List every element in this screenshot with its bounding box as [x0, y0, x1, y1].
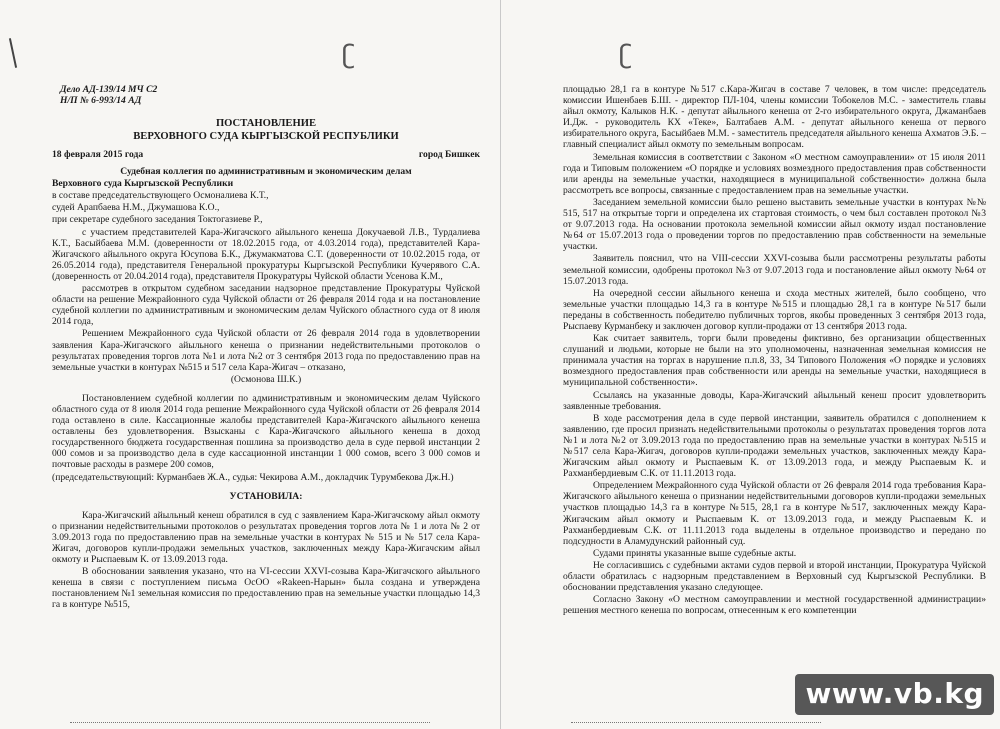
doc-subtitle: ВЕРХОВНОГО СУДА КЫРГЫЗСКОЙ РЕСПУБЛИКИ — [133, 130, 399, 142]
paragraph: Верховного суда Кыргызской Республики — [52, 178, 234, 190]
paragraph: при секретаре судебного заседания Токтогазиеве Р., — [52, 214, 263, 226]
right-paragraphs — [563, 84, 986, 616]
paragraph: Как считает заявитель, торги были проведены фиктивно, без организации общественных слушаний и людьми, которые не были на это уполномочены, назначенная земельная комиссия не принимала участия на торгах в нарушение п.п.8, 33, 34 Типового Положения «О порядке и условиях возмездного предоставления прав собственности или аренды на земельные участки, находящиеся в муниципальной собственности». — [563, 333, 986, 389]
paragraph: Судами приняты указанные выше судебные акты. — [593, 547, 797, 559]
paragraph: На очередной сессии айыльного кенеша и схода местных жителей, было сообщено, что земельные участки площадью 14,3 га в контуре №515 и площадью 28,1 га в контуре №517 были переданы в собственность победителю публичных торгов, якобы проведенных 3 сентября 2013 года, Рыспаеву Курманбеку и заключен договор купли-продажи от 13 сентября 2013 года. — [563, 287, 986, 332]
doc-date: 18 февраля 2015 года — [52, 149, 144, 160]
paragraph: Постановлением судебной коллегии по административным и экономическим делам Чуйского областного суда от 8 июля 2014 года решение Межрайонного суда Чуйской области от 26 февраля 2014 года оставлено в силе. Кассационные жалобы представителей Кара-Жигачского айыльного кенеша оставлены без удовлетворения. Взысканы с Кара-Жигачского айыльного кенеша в доход государственного бюджета государственная пошлина за производство дела в суде первой инстанции 2 000 сомов и за производство дела в суде кассационной инстанции 1 000 сомов, всего 3 000 сомов и почтовые расходы в размере 200 сомов, — [52, 392, 480, 471]
paragraph: (Осмонова Ш.К.) — [230, 373, 302, 385]
paragraph: (председательствующий: Курманбаев Ж.А., судья: Чекирова А.М., докладчик Турумбекова Дж.Н.) — [52, 471, 454, 483]
doc-city: город Бишкек — [418, 149, 480, 160]
paragraph: Согласно Закону «О местном самоуправлении и местной государственной администрации» решения местного кенеша по вопросам, отнесенным к его компетенции — [563, 594, 986, 617]
paragraph: Ссылаясь на указанные доводы, Кара-Жигачский айыльный кенеш просит удовлетворить заявленные требования. — [563, 389, 986, 412]
paragraph: Судебная коллегия по административным и экономическим делам — [120, 166, 412, 178]
paragraph: судей Арапбаева Н.М., Джумашова К.О., — [52, 202, 220, 214]
right-column — [563, 84, 986, 617]
left-column — [52, 118, 480, 612]
signature-line — [571, 708, 821, 723]
paragraph: в составе председательствующего Осмоналиева К.Т., — [52, 190, 269, 202]
c-mark-icon: ʗ — [342, 40, 356, 70]
margin-stroke-icon — [9, 38, 17, 68]
paragraph: Не согласившись с судебными актами судов первой и второй инстанции, Прокуратура Чуйской области обратилась с надзорным представлением в Верховный суд Кыргызской Республики. В обосновании представления указано следующее. — [563, 559, 986, 594]
paragraph: рассмотрев в открытом судебном заседании надзорное представление Прокуратуры Чуйской области на решение Межрайонного суда Чуйской области от 26 февраля 2014 года и на постановление судебной коллегии по административным и экономическим делам Чуйского областного суда от 8 июля 2014 года, — [52, 283, 480, 328]
spacer — [52, 484, 480, 490]
paragraph: В ходе рассмотрения дела в суде первой инстанции, заявитель обратился с дополнением к заявлению, где просил признать недействительными протоколы о результатах проведения торгов лота №1 и лота №2 от 3.09.2013 года по предоставлению прав на земельные участки в контурах №515 и №517 села Кара-Жигач, договоров купли-продажи земельных участков, заключенных между Кара-Жигачским айыл окмоту и Рыспаевым К. от 13.09.2013 года, и между Рыспаевым К. и Рахманбердиевым С.К. от 11.11.2013 года. — [563, 412, 986, 480]
paragraph: с участием представителей Кара-Жигачского айыльного кенеша Докучаевой Л.В., Турдалиева К.Т., Басыйбаева М.М. (доверенности от 18.02.2015 года, от 4.03.2014 года), представителей Кара-Жигачского айыльного округа Юсупова Б.К., Джумакматова С.Т. (доверенности от 10.02.2015 года, от 26.05.2014 года), представителя Генеральной прокуратуры Кыргызской Республики Кучерявого С.А. (доверенность от 20.04.2014 года), представителя Прокуратуры Чуйской области Усенова К.М., — [52, 226, 480, 282]
paragraph: Заявитель пояснил, что на VIII-сессии XXVI-созыва были рассмотрены результаты работы земельной комиссии, одобрены протокол №3 от 9.07.2013 года и постановление айыл окмоту №64 от 15.07.2013 года. — [563, 253, 986, 287]
signature-line — [70, 708, 430, 723]
c-mark-icon: ʗ — [619, 40, 633, 70]
spacer — [52, 503, 480, 509]
case-number: Дело АД-139/14 МЧ С2 — [60, 84, 158, 95]
left-paragraphs — [52, 166, 480, 610]
paragraph: Решением Межрайонного суда Чуйской области от 26 февраля 2014 года в удовлетворении заявления Кара-Жигачского айыльного кенеша о признании недействительными протоколов о результатах проведения торгов лота №1 и лота №2 от 3 сентября 2013 года по предоставлению прав на земельные участки в контурах №515 и 517 села Кара-Жигач – отказано, — [52, 328, 480, 373]
right-page — [500, 0, 1000, 729]
paragraph: Земельная комиссия в соответствии с Законом «О местном самоуправлении» от 15 июля 2011 года и Типовым положением «О порядке и условиях возмездного предоставления прав собственности или аренды на земельные участки, находящиеся в муниципальной собственности» должна была рассмотреть все вопросы, связанные с предоставлением прав на земельные участки. — [563, 151, 986, 196]
case-header — [60, 84, 157, 106]
paragraph: В обосновании заявления указано, что на VI-сессии XXVI-созыва Кара-Жигачского айыльного кенеша в связи с поступлением письма ОсОО «Rakeen-Нарын» была создана и утверждена постановлением №1 земельная комиссия по предоставлению прав на земельные участки площадью 14,3 га в контуре №515, — [52, 566, 480, 611]
np-number: Н/П № 6-993/14 АД — [60, 95, 142, 106]
paragraph: площадью 28,1 га в контуре №517 с.Кара-Жигач в составе 7 человек, в том числе: председатель комиссии Ишенбаев Б.Ш. - директор ПЛ-104, члены комиссии Тобокелов М.С. - заместитель главы айыл окмоту, Калыков Н.К. - депутат айыльного кенеша от 2-го избирательного округа, Джаманбаев И.Дж. - руководитель КХ «Теке», Балтабаев А.М. - депутат айыльного кенеша от первого избирательного округа, Басыйбаев М.М. - заместитель председателя айыльного кенеша Ахматов Э.Б. – главный специалист айыл окмоту по земельным вопросам. — [563, 84, 986, 151]
doc-title: ПОСТАНОВЛЕНИЕ — [215, 118, 317, 129]
paragraph: Кара-Жигачский айыльный кенеш обратился в суд с заявлением Кара-Жигачскому айыл окмоту о признании недействительными протоколов о результатах проведения торгов лота № 1 и лота № 2 от 3.09.2013 года по предоставлению прав на земельные участки в контурах № 515 и № 517 села Кара-Жигач, договоров купли-продажи земельных участков, заключенных между Кара-Жигачским айыл окмоту и Рыспаевым К. от 13.09.2013 года. — [52, 509, 480, 566]
watermark-badge: www.vb.kg — [795, 674, 994, 715]
paragraph: УСТАНОВИЛА: — [229, 490, 303, 502]
date-line — [52, 149, 480, 160]
paragraph: Заседанием земельной комиссии было решено выставить земельные участки в контурах №№ 515, 517 на открытые торги и определена их стартовая стоимость, о чем был составлен протокол №3 от 9.07.2013 года. На основании протокола земельной комиссии айыл окмоту издал постановление №64 от 15.07.2013 года о проведении торгов по предоставлению прав собственности на земельные участки. — [563, 196, 986, 253]
spacer — [52, 386, 480, 392]
paragraph: Определением Межрайонного суда Чуйской области от 26 февраля 2014 года требования Кара-Жигачского айыльного кенеша о признании недействительными договоров купли-продажи земельных участков площадью 14,3 га в контуре №515, 28,1 га в контуре №517, заключенных между Кара-Жигачским айыл окмоту и Рыспаевым К. от 13.09.2013 года, и между Рыспаевым К. и Рахманбердиевым С.К. от 11.11.2013 года выделены в отдельное производство и передано по подсудности в Аламудунский районный суд. — [563, 480, 986, 547]
